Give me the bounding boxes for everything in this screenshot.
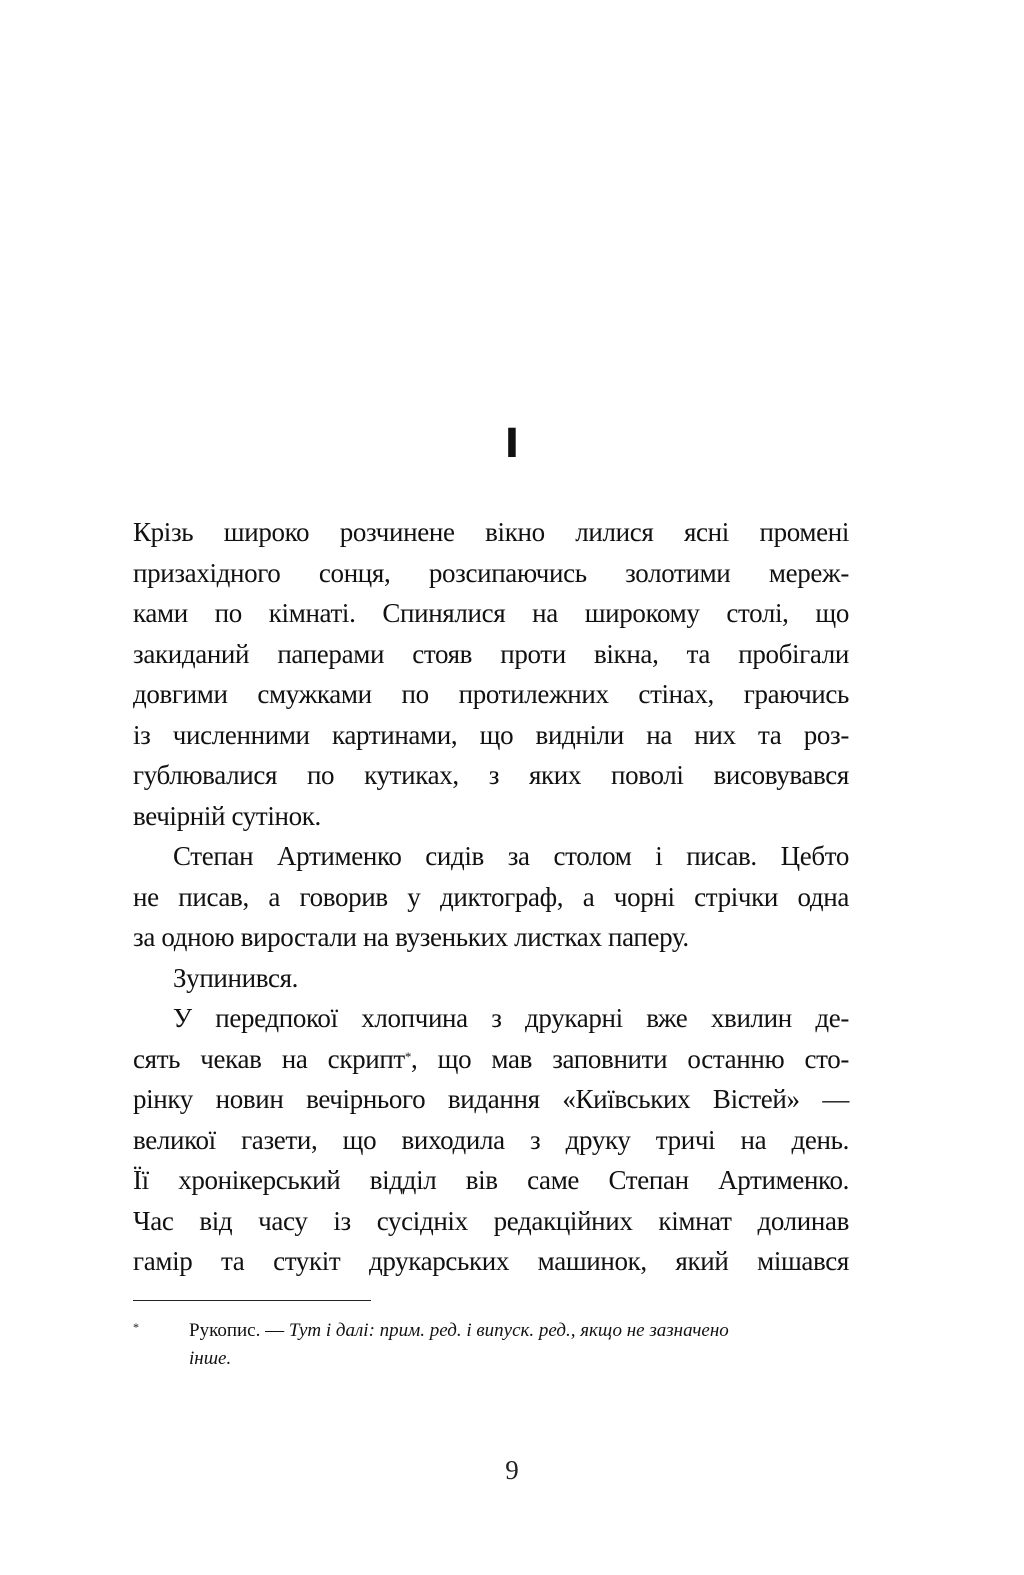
text-line: Її хронікерський відділ вів саме Степан Артименко. [133,1165,849,1195]
text-line: призахідного сонця, розсипаючись золотими мереж- [133,557,849,588]
chapter-title: I [504,421,520,467]
text-line: ками по кімнаті. Спинялися на широкому столі, що [133,598,849,628]
text-line: довгими смужками по протилежних стінах, граючись [133,679,849,709]
text-line: Час від часу із сусідніх редакційних кімнат долинав [133,1205,849,1236]
text-line: Крізь широко розчинене вікно лилися ясні промені [133,517,849,547]
text-line: вечірній сутінок. [133,800,321,831]
footnote-line [189,1345,849,1373]
footnote-term: Рукопис. — [189,1320,289,1341]
text-line: У передпокої хлопчина з друкарні вже хвилин де- [173,1003,849,1033]
footnote-reference[interactable]: * [404,1048,412,1064]
footnote-note-continued: інше. [189,1348,232,1369]
footnote [133,1317,849,1373]
text-line: великої газети, що виходила з друку тричі на день. [133,1124,849,1155]
text-segment: , що мав заповнити останню сто- [411,1043,849,1074]
footnote-divider [133,1300,371,1301]
footnote-body [189,1317,849,1373]
text-line: рінку новин вечірнього видання «Київських Вістей» — [133,1084,849,1114]
text-line: закиданий паперами стояв проти вікна, та пробігали [133,638,849,669]
footnote-mark: * [133,1320,139,1334]
footnote-line [189,1317,849,1345]
text-line: гублювалися по кутиках, з яких поволі висовувався [133,760,849,790]
text-line: не писав, а говорив у диктограф, а чорні стрічки одна [133,881,849,912]
page-number: 9 [505,1455,519,1485]
body-text [133,512,849,1282]
text-line: гамір та стукіт друкарських машинок, який мішався [133,1246,849,1276]
text-line: Степан Артименко сидів за столом і писав. Цебто [173,841,849,871]
text-line [133,1039,849,1080]
text-line: Зупинився. [173,962,299,993]
footnote-note: Тут і далі: прим. ред. і випуск. ред., якщо не зазначено [288,1320,729,1341]
text-line: із численними картинами, що видніли на них та роз- [133,719,849,750]
text-segment: сять чекав на скрипт [133,1043,405,1074]
text-line: за одною виростали на вузеньких листках паперу. [133,922,689,952]
